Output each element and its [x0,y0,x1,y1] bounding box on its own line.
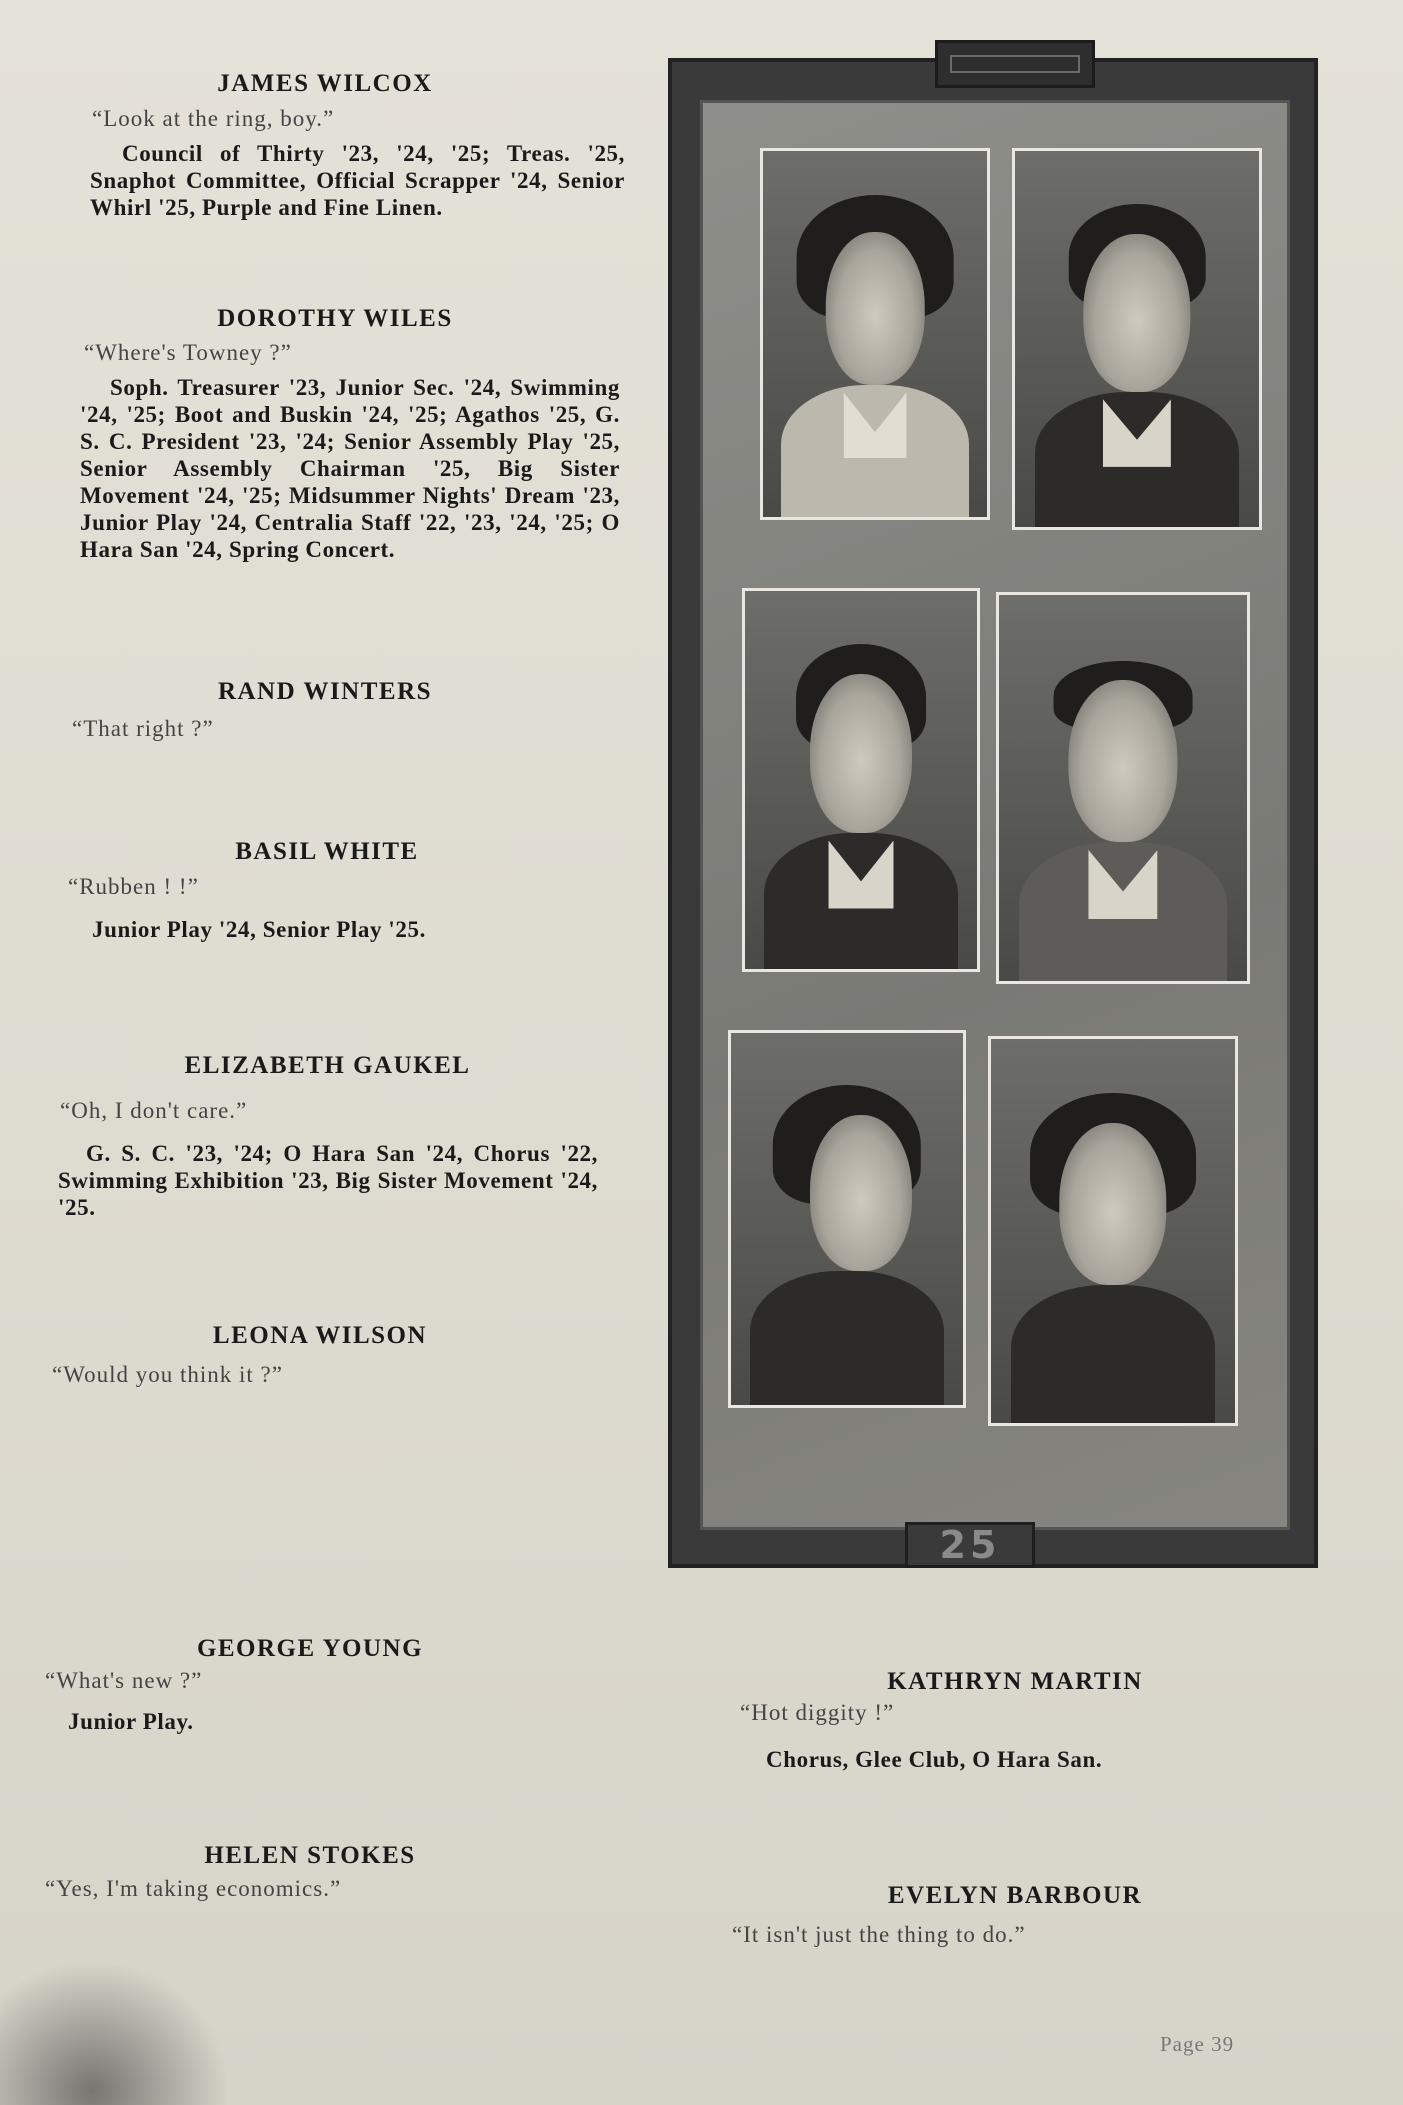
senior-quote: “Rubben ! !” [68,874,199,899]
senior-activities: Chorus, Glee Club, O Hara San. [766,1747,1103,1772]
senior-quote: “What's new ?” [45,1668,203,1693]
panel-top-ornament [935,40,1095,88]
senior-name: JAMES WILCOX [217,70,433,97]
senior-activities: Council of Thirty '23, '24, '25; Treas. '25, Snaphot Committee, Official Scrapper '24, Senior Whirl '25, Purple and Fine Linen. [90,141,625,220]
senior-quote: “That right ?” [72,716,214,741]
senior-quote: “Oh, I don't care.” [60,1098,248,1123]
portrait-photo [988,1036,1238,1426]
senior-name: KATHRYN MARTIN [887,1668,1143,1695]
senior-activities: Junior Play. [68,1709,194,1734]
senior-activities: G. S. C. '23, '24; O Hara San '24, Chorus '22, Swimming Exhibition '23, Big Sister Movement '24, '25. [58,1141,598,1220]
senior-name: GEORGE YOUNG [196,1635,424,1662]
senior-activities: Soph. Treasurer '23, Junior Sec. '24, Swimming '24, '25; Boot and Buskin '24, '25; Agathos '25, G. S. C. President '23, '24; Senior Assembly Play '25, Senior Assembly Chairman '25, Big Sister Movement '24, '25; Midsummer Nights' Dream '23, Junior Play '24, Centralia Staff '22, '23, '24, '25; O Hara San '24, Spring Concert. [80,375,620,562]
portrait-photo [1012,148,1262,530]
senior-quote: “Would you think it ?” [52,1362,283,1387]
senior-name: BASIL WHITE [235,838,419,865]
senior-name: EVELYN BARBOUR [887,1882,1143,1909]
senior-name: RAND WINTERS [217,678,433,705]
senior-quote: “Yes, I'm taking economics.” [45,1876,342,1901]
portrait-photo [742,588,980,972]
portrait-photo [728,1030,966,1408]
senior-quote: “Hot diggity !” [740,1700,895,1725]
senior-quote: “Look at the ring, boy.” [92,106,335,131]
page-number: Page 39 [1160,2032,1235,2056]
portrait-photo [760,148,990,520]
senior-quote: “It isn't just the thing to do.” [732,1922,1026,1947]
senior-quote: “Where's Towney ?” [84,340,292,365]
senior-activities: Junior Play '24, Senior Play '25. [92,917,426,942]
scan-shadow [0,1960,230,2105]
senior-name: ELIZABETH GAUKEL [184,1052,471,1079]
senior-name: DOROTHY WILES [217,305,453,332]
portrait-photo [996,592,1250,984]
panel-year-label: 25 [905,1522,1035,1568]
senior-name: LEONA WILSON [212,1322,428,1349]
senior-name: HELEN STOKES [204,1842,416,1869]
